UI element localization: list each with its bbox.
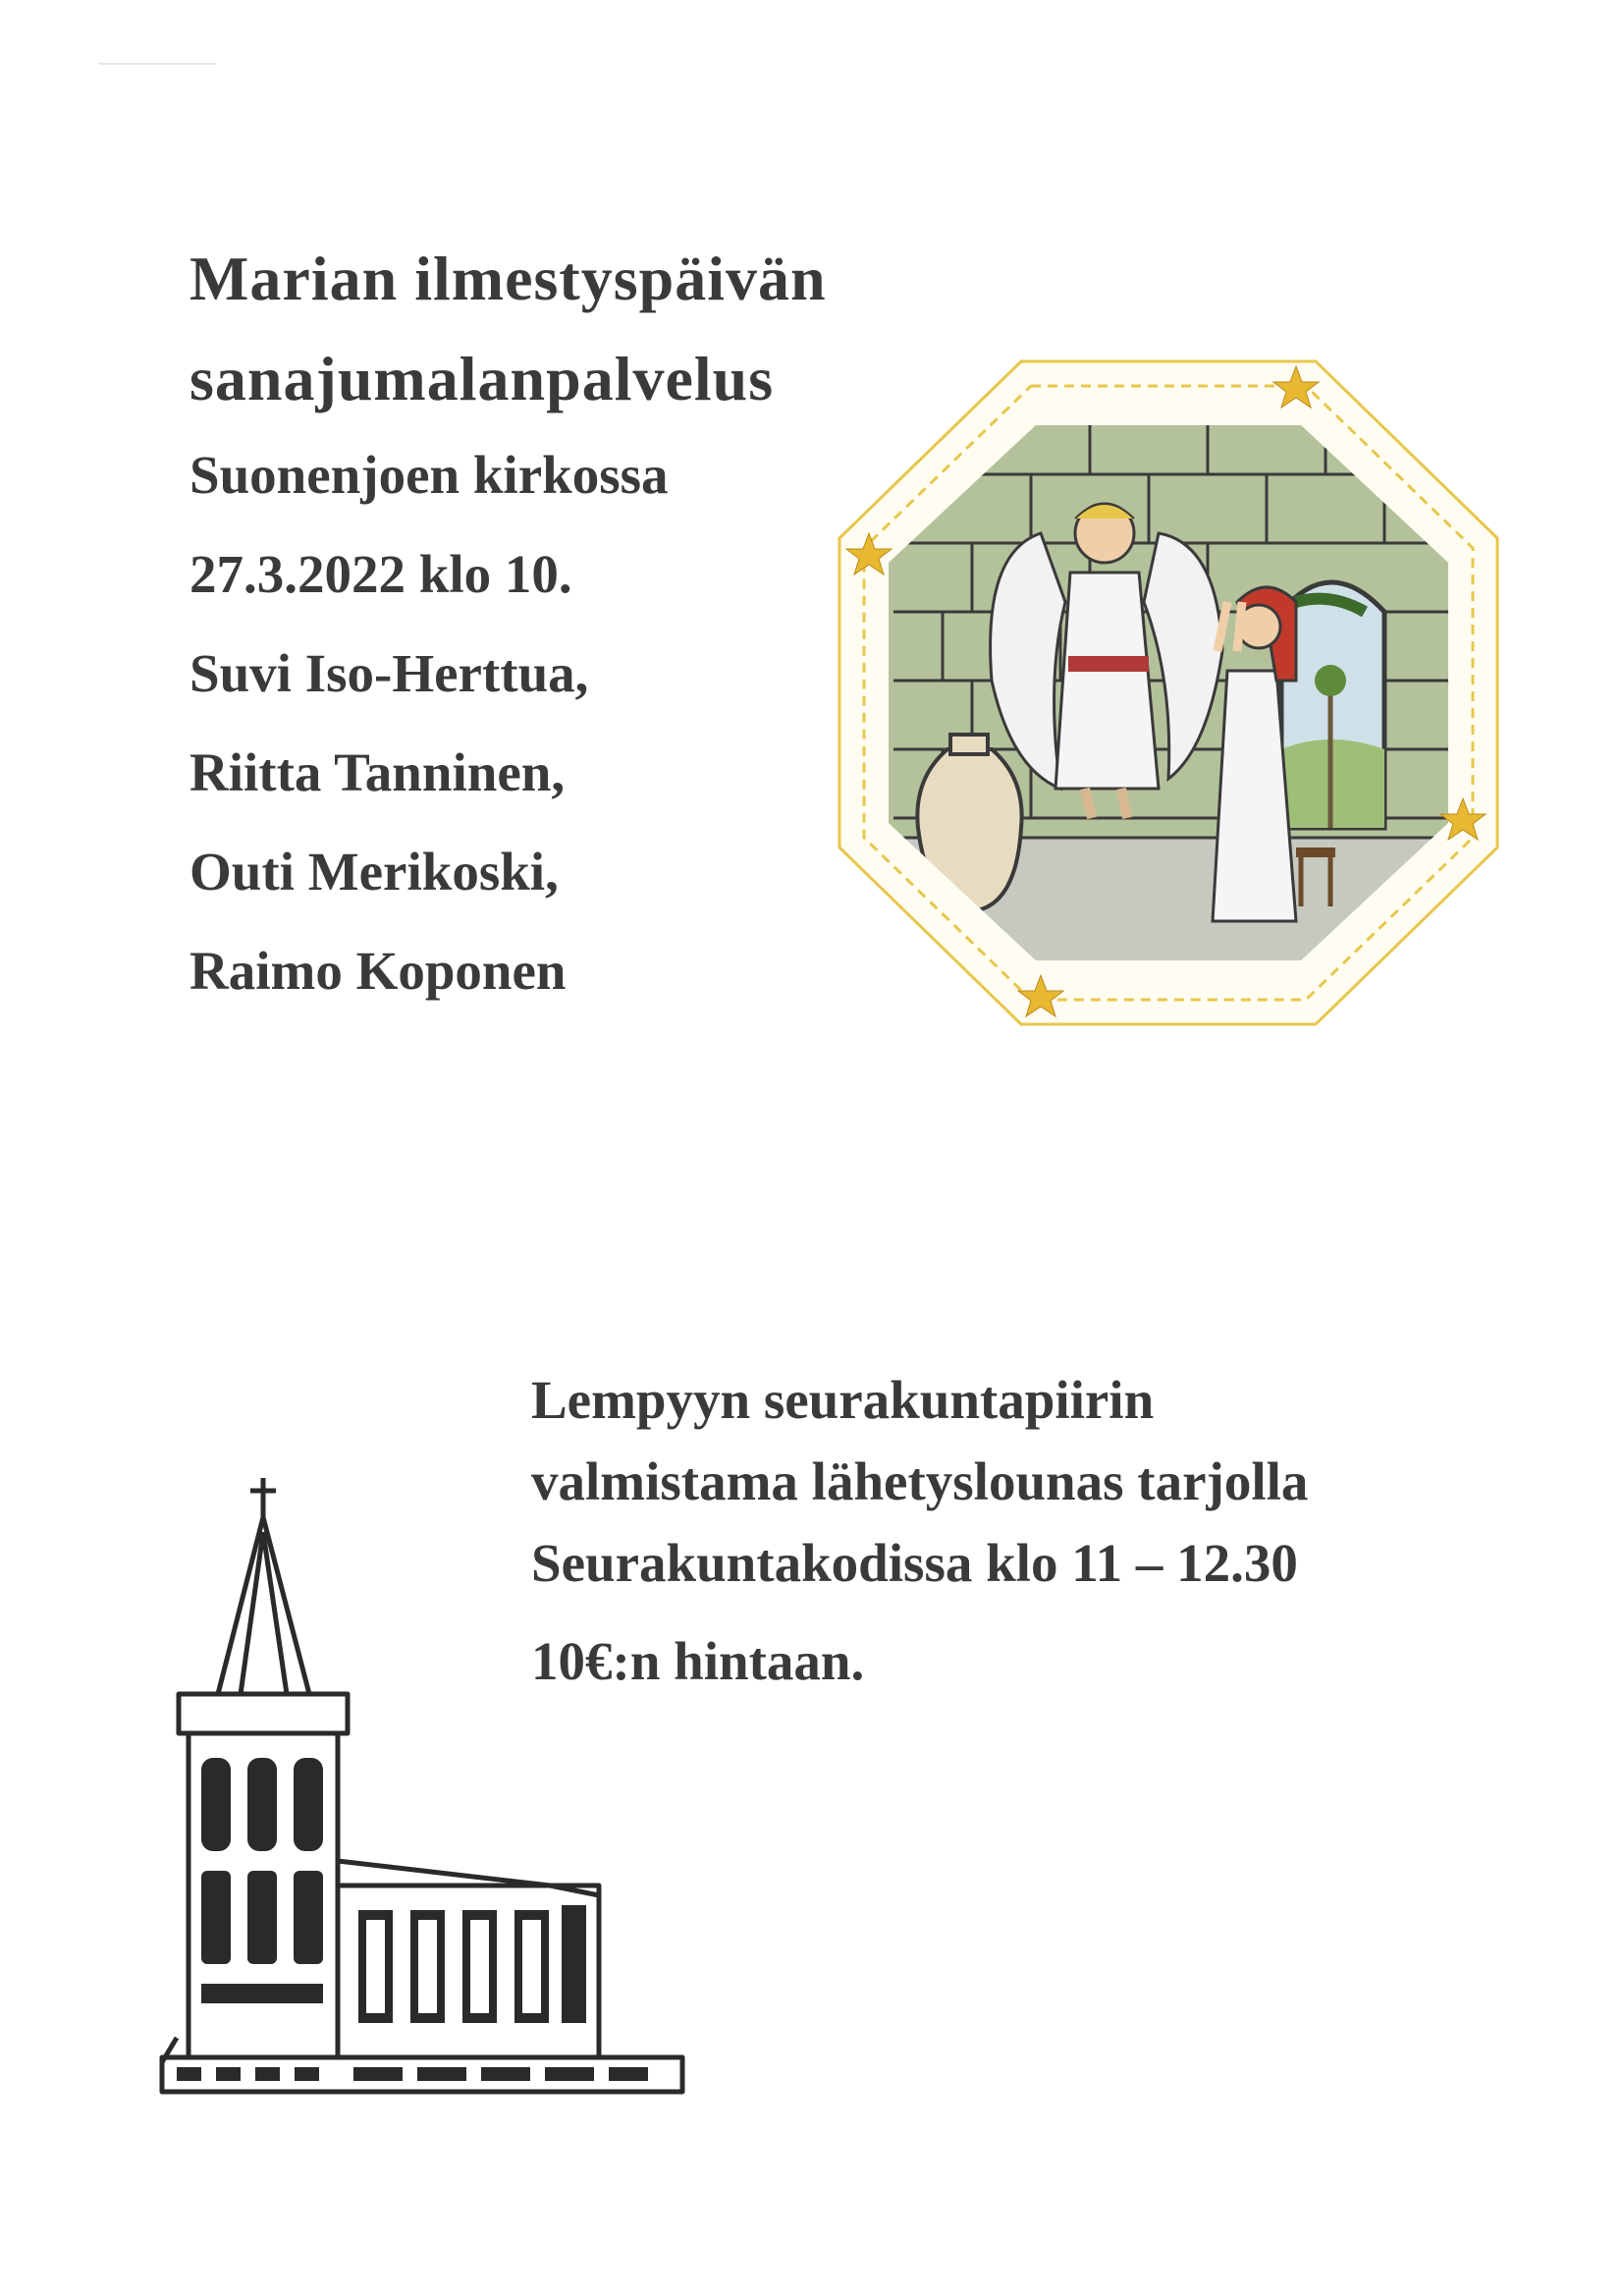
- service-info: [189, 244, 936, 1043]
- lunch-line-1: Lempyyn seurakuntapiirin: [531, 1370, 1155, 1430]
- lunch-price: 10€:n hintaan.: [531, 1631, 865, 1691]
- location-text: Suonenjoen kirkossa: [189, 445, 669, 505]
- title-line-2: sanajumalanpalvelus: [189, 344, 775, 413]
- datetime-text: 27.3.2022 klo 10.: [189, 544, 572, 604]
- title-line-1: Marian ilmestyspäivän: [189, 244, 827, 313]
- scan-artifact: [98, 63, 216, 65]
- participant-2: Riitta Tanninen,: [189, 742, 566, 802]
- annunciation-illustration: [835, 356, 1502, 1029]
- church-silhouette-icon: [157, 1473, 692, 2102]
- participant-1: Suvi Iso-Herttua,: [189, 643, 589, 703]
- lunch-line-2: valmistama lähetyslounas tarjolla: [531, 1451, 1309, 1511]
- participant-4: Raimo Koponen: [189, 941, 567, 1001]
- lunch-line-3: Seurakuntakodissa klo 11 – 12.30: [531, 1533, 1298, 1593]
- participant-3: Outi Merikoski,: [189, 842, 559, 902]
